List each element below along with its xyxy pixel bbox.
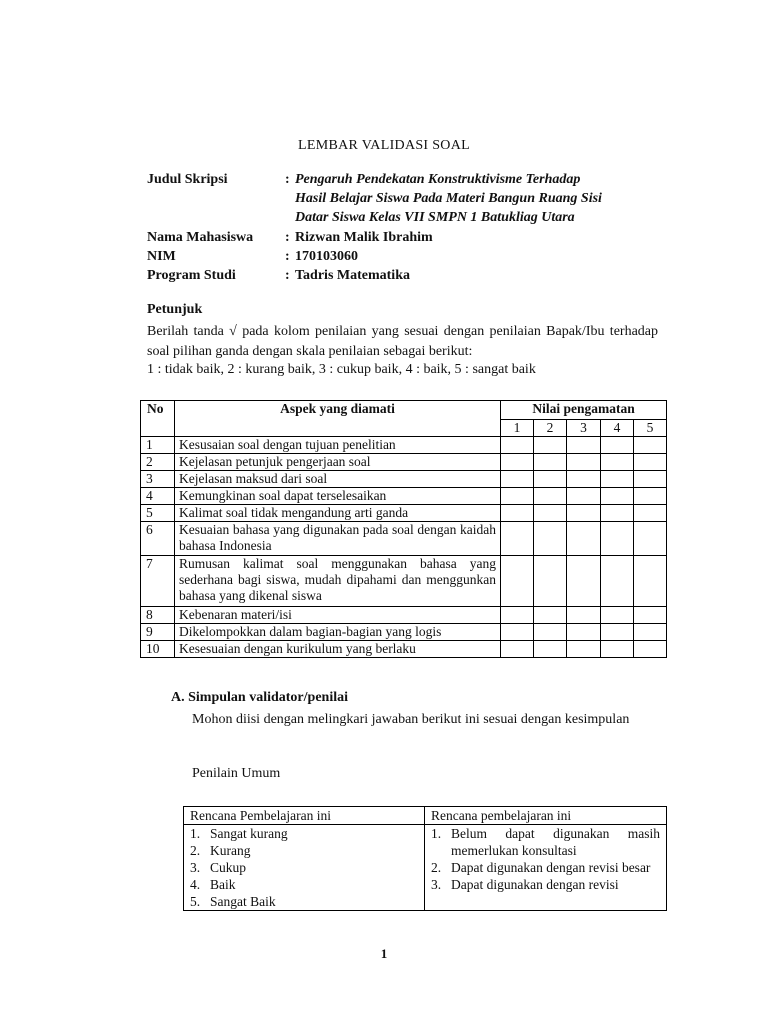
score-cell-2[interactable]: [534, 505, 567, 522]
table-row: [141, 505, 667, 522]
score-cell-2[interactable]: [534, 488, 567, 505]
score-cell-4[interactable]: [601, 556, 634, 607]
prodi-separator: :: [285, 268, 290, 283]
nama-label: Nama Mahasiswa: [147, 230, 254, 245]
table-row: [141, 624, 667, 641]
section-a-body: Mohon diisi dengan melingkari jawaban berikut ini sesuai dengan kesimpulan: [192, 712, 630, 727]
table-row: [141, 522, 667, 556]
row-aspect: Kebenaran materi/isi: [175, 607, 501, 624]
conclusion-header-2: Rencana pembelajaran ini: [425, 807, 667, 825]
nama-separator: :: [285, 230, 290, 245]
prodi-label: Program Studi: [147, 268, 236, 283]
table-row: [141, 454, 667, 471]
score-cell-2[interactable]: [534, 556, 567, 607]
judul-separator: :: [285, 172, 290, 187]
score-header-5: 5: [634, 420, 667, 437]
list-item-text: Baik: [210, 877, 236, 892]
score-cell-4[interactable]: [601, 454, 634, 471]
score-cell-5[interactable]: [634, 607, 667, 624]
score-cell-3[interactable]: [567, 556, 601, 607]
score-cell-3[interactable]: [567, 488, 601, 505]
row-aspect: Kejelasan maksud dari soal: [175, 471, 501, 488]
header-no: No: [141, 401, 175, 437]
row-number: 7: [141, 556, 175, 607]
list-item-number: 1.: [190, 826, 201, 841]
score-cell-3[interactable]: [567, 641, 601, 658]
score-cell-3[interactable]: [567, 454, 601, 471]
nama-value: Rizwan Malik Ibrahim: [295, 230, 433, 245]
list-item-number: 3.: [431, 877, 442, 892]
score-cell-1[interactable]: [501, 556, 534, 607]
score-cell-4[interactable]: [601, 641, 634, 658]
prodi-value: Tadris Matematika: [295, 268, 410, 283]
score-cell-3[interactable]: [567, 624, 601, 641]
row-aspect: Rumusan kalimat soal menggunakan bahasa yang sederhana bagi siswa, mudah dipahami dan menggunkan bahasa yang dikenal siswa: [175, 556, 501, 607]
score-cell-2[interactable]: [534, 607, 567, 624]
list-item-text: Belum dapat digunakan masih memerlukan konsultasi: [451, 826, 660, 858]
list-item[interactable]: [190, 859, 418, 876]
conclusion-header-1: Rencana Pembelajaran ini: [184, 807, 425, 825]
recommendation-options-list: [431, 825, 660, 893]
row-aspect: Kesuaian bahasa yang digunakan pada soal dengan kaidah bahasa Indonesia: [175, 522, 501, 556]
judul-line-3: Datar Siswa Kelas VII SMPN 1 Batukliag Utara: [295, 210, 575, 225]
section-a-heading: A. Simpulan validator/penilai: [171, 690, 348, 705]
document-title: LEMBAR VALIDASI SOAL: [298, 138, 470, 153]
table-row: [141, 471, 667, 488]
list-item[interactable]: [431, 825, 660, 859]
header-aspek: Aspek yang diamati: [175, 401, 501, 437]
petunjuk-body: Berilah tanda √ pada kolom penilaian yang sesuai dengan penilaian Bapak/Ibu terhadap soal pilihan ganda dengan skala penilaian sebagai berikut:: [147, 324, 658, 359]
list-item[interactable]: [431, 876, 660, 893]
row-aspect: Kejelasan petunjuk pengerjaan soal: [175, 454, 501, 471]
list-item-text: Sangat kurang: [210, 826, 288, 841]
score-header-3: 3: [567, 420, 601, 437]
list-item-number: 1.: [431, 826, 442, 841]
score-cell-5[interactable]: [634, 454, 667, 471]
penilaian-umum-label: Penilain Umum: [192, 766, 281, 781]
row-number: 6: [141, 522, 175, 556]
score-cell-2[interactable]: [534, 437, 567, 454]
score-cell-1[interactable]: [501, 488, 534, 505]
score-cell-5[interactable]: [634, 556, 667, 607]
list-item-text: Cukup: [210, 860, 247, 875]
row-number: 3: [141, 471, 175, 488]
list-item-text: Sangat Baik: [210, 894, 276, 909]
nim-separator: :: [285, 249, 290, 264]
score-cell-2[interactable]: [534, 471, 567, 488]
row-number: 5: [141, 505, 175, 522]
score-cell-2[interactable]: [534, 624, 567, 641]
score-cell-1[interactable]: [501, 522, 534, 556]
row-aspect: Kesusaian soal dengan tujuan penelitian: [175, 437, 501, 454]
list-item-number: 4.: [190, 877, 201, 892]
rating-scale: 1 : tidak baik, 2 : kurang baik, 3 : cukup baik, 4 : baik, 5 : sangat baik: [147, 362, 536, 377]
row-number: 4: [141, 488, 175, 505]
list-item-number: 2.: [190, 843, 201, 858]
list-item-text: Dapat digunakan dengan revisi besar: [451, 860, 651, 875]
list-item-text: Dapat digunakan dengan revisi: [451, 877, 619, 892]
nim-value: 170103060: [295, 249, 358, 264]
score-cell-3[interactable]: [567, 471, 601, 488]
score-cell-1[interactable]: [501, 437, 534, 454]
score-cell-5[interactable]: [634, 505, 667, 522]
petunjuk-heading: Petunjuk: [147, 302, 203, 317]
table-row: [141, 437, 667, 454]
score-cell-4[interactable]: [601, 522, 634, 556]
list-item[interactable]: [190, 893, 418, 910]
list-item[interactable]: [190, 825, 418, 842]
score-cell-4[interactable]: [601, 437, 634, 454]
judul-line-1: Pengaruh Pendekatan Konstruktivisme Terhadap: [295, 172, 581, 187]
table-row: [141, 556, 667, 607]
score-cell-4[interactable]: [601, 607, 634, 624]
list-item[interactable]: [190, 876, 418, 893]
score-cell-1[interactable]: [501, 454, 534, 471]
row-aspect: Kesesuaian dengan kurikulum yang berlaku: [175, 641, 501, 658]
score-cell-1[interactable]: [501, 641, 534, 658]
conclusion-table: [183, 806, 667, 911]
score-cell-1[interactable]: [501, 607, 534, 624]
list-item-number: 2.: [431, 860, 442, 875]
score-cell-4[interactable]: [601, 505, 634, 522]
list-item[interactable]: [431, 859, 660, 876]
score-cell-1[interactable]: [501, 471, 534, 488]
row-number: 2: [141, 454, 175, 471]
score-header-4: 4: [601, 420, 634, 437]
table-row: [141, 488, 667, 505]
header-nilai: Nilai pengamatan: [501, 401, 667, 420]
score-cell-2[interactable]: [534, 454, 567, 471]
score-cell-2[interactable]: [534, 522, 567, 556]
list-item-number: 3.: [190, 860, 201, 875]
score-cell-5[interactable]: [634, 488, 667, 505]
score-cell-4[interactable]: [601, 471, 634, 488]
row-number: 1: [141, 437, 175, 454]
row-number: 9: [141, 624, 175, 641]
table-row: [141, 607, 667, 624]
row-number: 10: [141, 641, 175, 658]
row-aspect: Kemungkinan soal dapat terselesaikan: [175, 488, 501, 505]
judul-label: Judul Skripsi: [147, 172, 228, 187]
rating-options-list: [190, 825, 418, 910]
score-cell-3[interactable]: [567, 607, 601, 624]
score-cell-4[interactable]: [601, 624, 634, 641]
score-cell-5[interactable]: [634, 437, 667, 454]
nim-label: NIM: [147, 249, 176, 264]
list-item-text: Kurang: [210, 843, 251, 858]
score-cell-3[interactable]: [567, 505, 601, 522]
table-row: [141, 641, 667, 658]
row-aspect: Dikelompokkan dalam bagian-bagian yang logis: [175, 624, 501, 641]
score-cell-5[interactable]: [634, 624, 667, 641]
score-cell-5[interactable]: [634, 641, 667, 658]
judul-line-2: Hasil Belajar Siswa Pada Materi Bangun Ruang Sisi: [295, 191, 602, 206]
assessment-table: [140, 400, 667, 658]
row-aspect: Kalimat soal tidak mengandung arti ganda: [175, 505, 501, 522]
page-number: 1: [380, 946, 388, 961]
score-header-1: 1: [501, 420, 534, 437]
score-cell-3[interactable]: [567, 437, 601, 454]
score-cell-1[interactable]: [501, 505, 534, 522]
list-item-number: 5.: [190, 894, 201, 909]
row-number: 8: [141, 607, 175, 624]
score-cell-1[interactable]: [501, 624, 534, 641]
list-item[interactable]: [190, 842, 418, 859]
score-header-2: 2: [534, 420, 567, 437]
score-cell-5[interactable]: [634, 522, 667, 556]
score-cell-4[interactable]: [601, 488, 634, 505]
score-cell-3[interactable]: [567, 522, 601, 556]
score-cell-2[interactable]: [534, 641, 567, 658]
score-cell-5[interactable]: [634, 471, 667, 488]
